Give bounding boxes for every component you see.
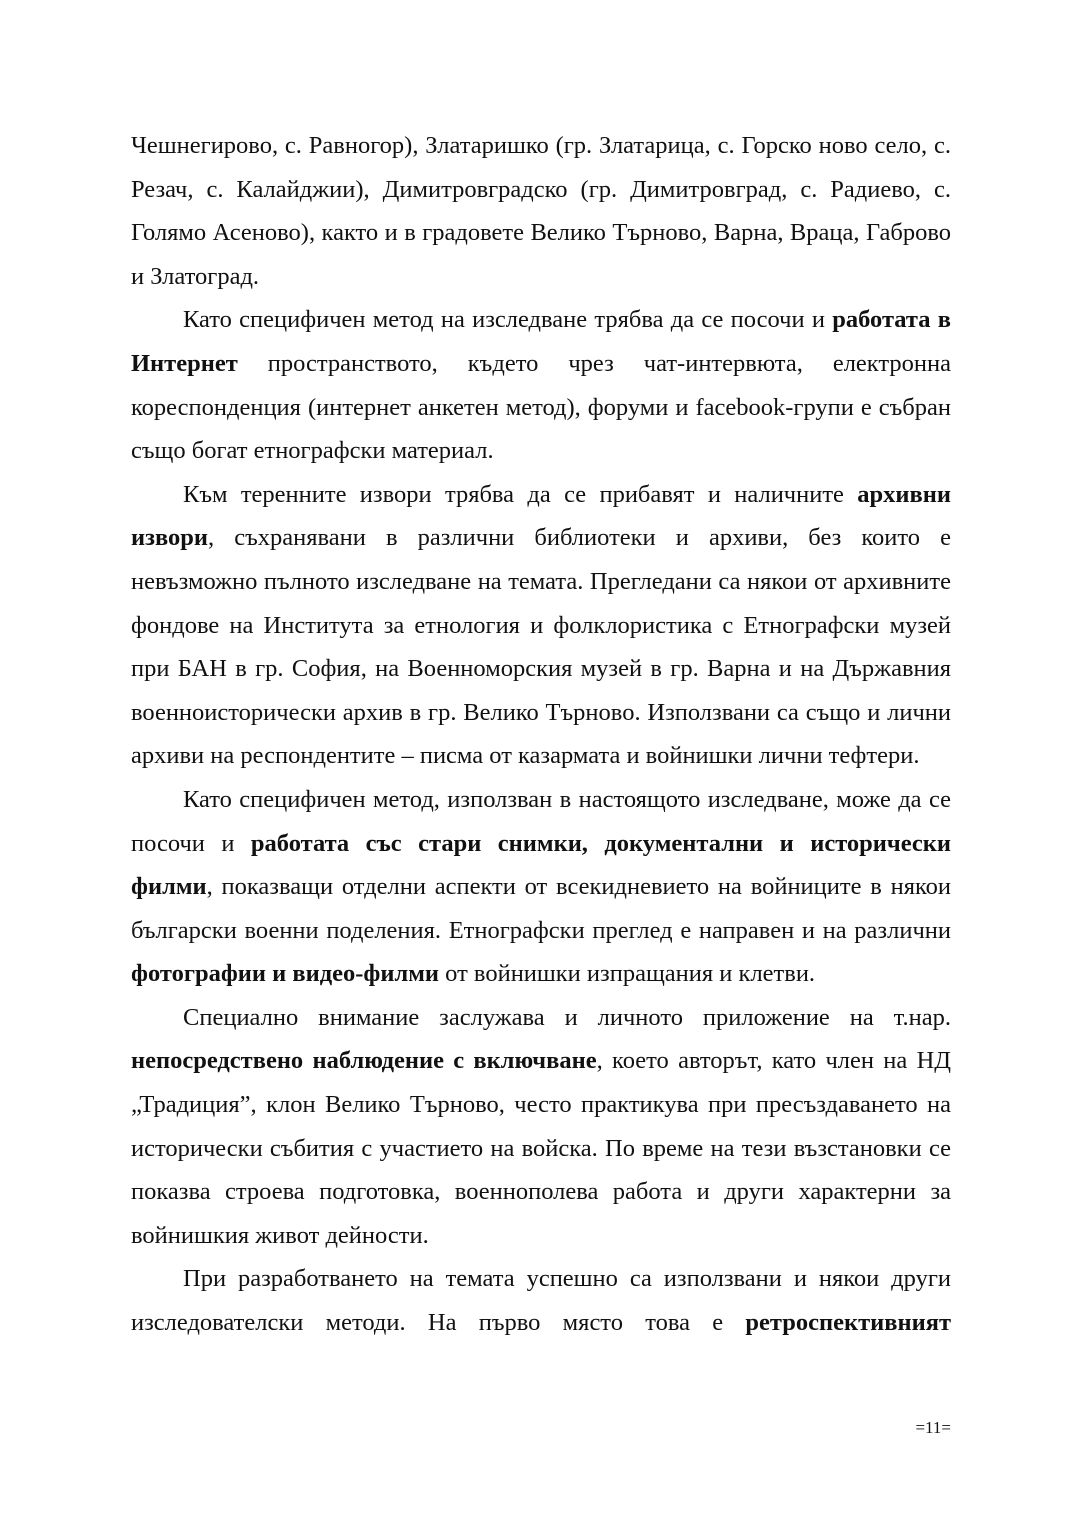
text-run: Специално внимание заслужава и личното приложение на т.нар.	[183, 1003, 951, 1031]
text-run: пространството, където чрез чат-интервюта, електронна кореспонденция (интернет анкетен метод), форуми и facebook-групи е събран също богат етнографски материал.	[131, 349, 951, 465]
text-run: Чешнегирово, с. Равногор), Златаришко (гр. Златарица, с. Горско ново село, с. Резач, с. Калайджии), Димитровградско (гр. Димитровград, с. Радиево, с. Голямо Асеново), както и в градовете Велико Търново, Варна, Враца, Габрово и Златоград.	[131, 132, 951, 290]
bold-text-run: архивни извори	[131, 480, 951, 552]
page-number: =11=	[915, 1418, 951, 1437]
bold-text-run: непосредствено наблюдение с включване	[131, 1047, 597, 1075]
paragraph-participant-observation	[131, 996, 951, 1258]
text-run: от войнишки изпращания и клетви.	[439, 960, 816, 988]
paragraph-other-methods	[131, 1257, 951, 1344]
paragraph-continued	[131, 124, 951, 298]
bold-text-run: ретроспективният	[745, 1309, 951, 1337]
text-run: Като специфичен метод на изследване трябва да се посочи и	[183, 306, 833, 334]
bold-text-run: фотографии и видео-филми	[131, 960, 440, 988]
text-run: , което авторът, като член на НД „Традиция”, клон Велико Търново, често практикува при пресъздаването на исторически събития с участието на войска. По време на тези възстановки се показва строева подготовка, военнополева работа и други характерни за войнишкия живот дейности.	[131, 1047, 951, 1249]
paragraph-photo-film-method	[131, 778, 951, 996]
bold-text-run: работата със стари снимки, документални и исторически филми	[131, 829, 951, 901]
text-run: Като специфичен метод, използван в настоящото изследване, може да се посочи и	[131, 785, 951, 857]
bold-text-run: работата в Интернет	[131, 306, 951, 377]
text-run: , показващи отделни аспекти от всекидневието на войниците в някои български военни поделения. Етнографски преглед е направен и на различни	[131, 873, 951, 944]
paragraph-internet-method	[131, 298, 951, 472]
text-run: Към теренните извори трябва да се прибавят и наличните	[183, 480, 858, 508]
text-run: , съхранявани в различни библиотеки и архиви, без които е невъзможно пълното изследване на темата. Прегледани са някои от архивните фондове на Института за етнология и фолклористика с Етнографски музей при БАН в гр. София, на Военноморския музей в гр. Варна и на Държавния военноисторически архив в гр. Велико Търново. Използвани са също и лични архиви на респондентите – писма от казармата и войнишки лични тефтери.	[131, 524, 951, 770]
paragraph-archive-sources	[131, 473, 951, 778]
text-run: При разработването на темата успешно са използвани и някои други изследователски методи. На първо място това е	[131, 1265, 951, 1337]
body-text	[131, 124, 951, 1345]
